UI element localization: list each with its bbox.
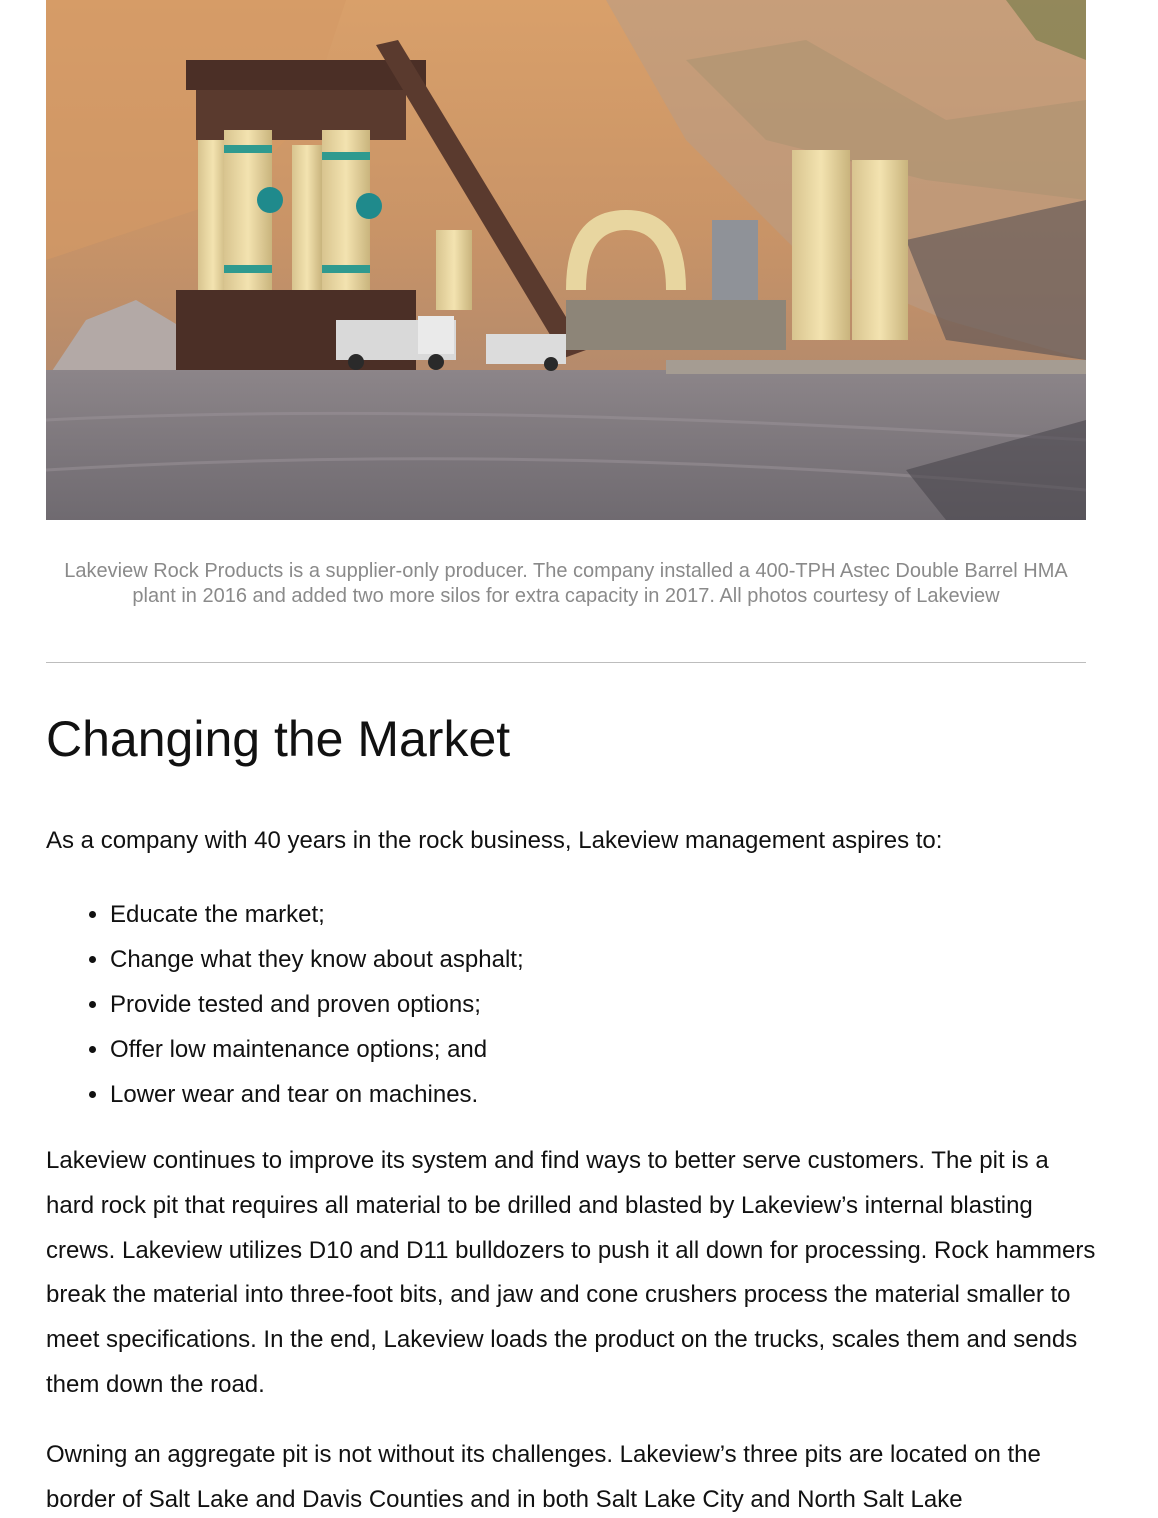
- hero-photo: [46, 0, 1086, 520]
- body-paragraph: Lakeview continues to improve its system and find ways to better serve customers. The pit is a hard rock pit that requires all material to be drilled and blasted by Lakeview’s internal blasting crews. Lakeview utilizes D10 and D11 bulldozers to push it all down for processing. Rock hammers break the material into three-foot bits, and jaw and cone crushers process the material smaller to meet specifications. In the end, Lakeview loads the product on the trucks, scales them and sends them down the road.: [46, 1147, 1096, 1398]
- intro-paragraph: As a company with 40 years in the rock business, Lakeview management aspires to:: [46, 827, 943, 854]
- section-heading: Changing the Market: [46, 711, 511, 767]
- photo-caption: Lakeview Rock Products is a supplier-only producer. The company installed a 400-TPH Astec Double Barrel HMA plant in 2016 and added two more silos for extra capacity in 2017. All photos courtesy of Lakeview: [64, 560, 1068, 607]
- divider: [46, 662, 1086, 663]
- list-item: • Educate the market;: [110, 892, 524, 937]
- list-item: • Offer low maintenance options; and: [110, 1027, 524, 1072]
- body-paragraph: Owning an aggregate pit is not without its challenges. Lakeview’s three pits are located on the border of Salt Lake and Davis Counties and in both Salt Lake City and North Salt Lake: [46, 1441, 1041, 1513]
- list-item: • Lower wear and tear on machines.: [110, 1072, 524, 1117]
- aspirations-list: [46, 892, 524, 1117]
- list-item: • Provide tested and proven options;: [110, 982, 524, 1027]
- list-item: • Change what they know about asphalt;: [110, 937, 524, 982]
